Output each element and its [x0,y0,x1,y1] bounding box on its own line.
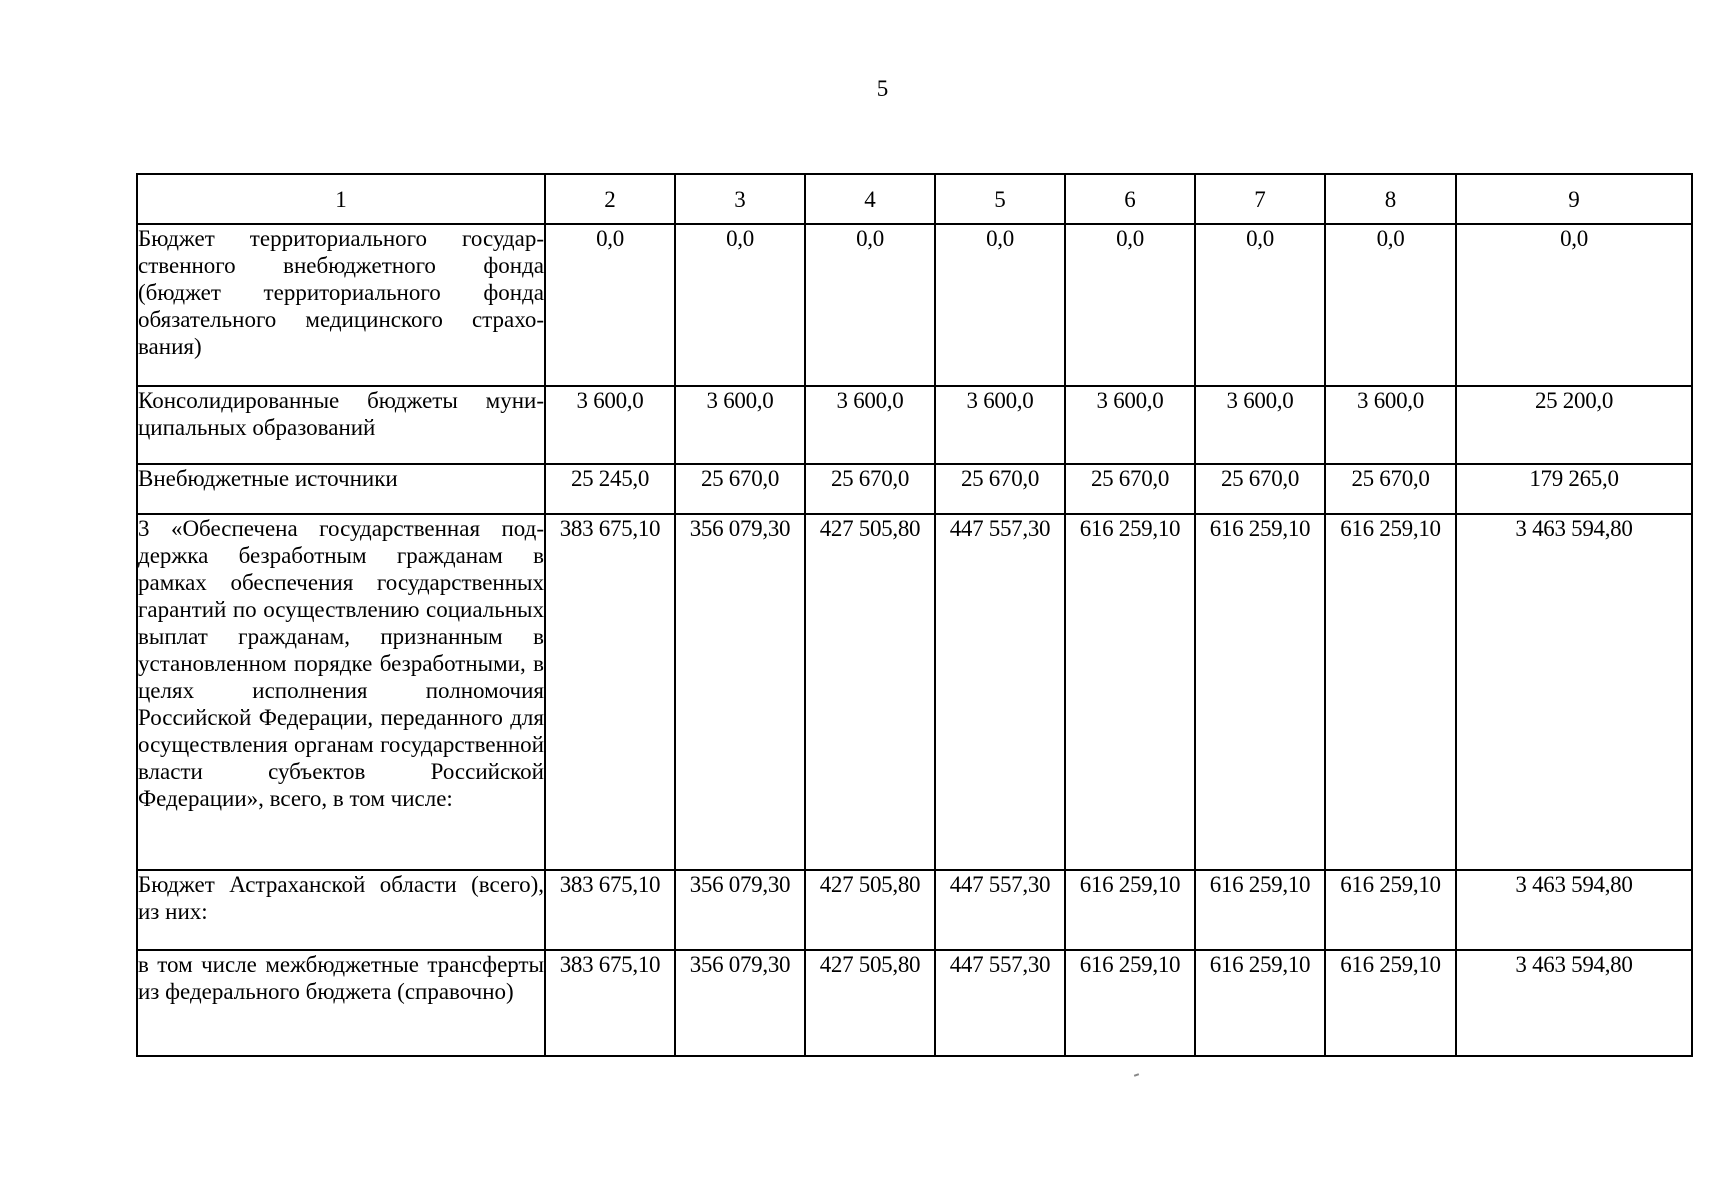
table-cell: 383 675,10 [545,870,675,950]
row-label: Бюджет Астраханской области (всего), из них: [137,870,545,950]
table-cell: 616 259,10 [1325,870,1456,950]
table-cell: 356 079,30 [675,870,805,950]
table-row [137,950,1692,1056]
table-cell: 0,0 [1325,224,1456,386]
column-header: 7 [1195,174,1325,224]
row-label: Бюджет территориального государственного внебюджетного фонда (бюджет территориального фонда обязательного медицинского страхования) [137,224,545,386]
table-cell: 0,0 [935,224,1065,386]
table-row [137,870,1692,950]
table-cell: 25 670,0 [1195,464,1325,514]
table-cell: 3 463 594,80 [1456,870,1692,950]
scan-speck [1134,1073,1139,1077]
column-header: 2 [545,174,675,224]
column-header: 5 [935,174,1065,224]
header-row [137,174,1692,224]
row-label: Внебюджетные источники [137,464,545,514]
table-cell: 3 600,0 [545,386,675,464]
table-row [137,514,1692,870]
table-cell: 3 600,0 [1325,386,1456,464]
table-cell: 356 079,30 [675,950,805,1056]
table-row [137,386,1692,464]
table-cell: 616 259,10 [1325,514,1456,870]
table-row [137,224,1692,386]
row-label: Консолидированные бюджеты муниципальных образований [137,386,545,464]
table-cell: 616 259,10 [1325,950,1456,1056]
table-cell: 0,0 [1195,224,1325,386]
table-cell: 0,0 [545,224,675,386]
table-cell: 25 200,0 [1456,386,1692,464]
column-header: 1 [137,174,545,224]
table-cell: 447 557,30 [935,870,1065,950]
table-cell: 447 557,30 [935,514,1065,870]
column-header: 3 [675,174,805,224]
column-header: 4 [805,174,935,224]
budget-table [136,173,1693,1057]
table-cell: 25 245,0 [545,464,675,514]
column-header: 9 [1456,174,1692,224]
table-cell: 616 259,10 [1065,950,1195,1056]
table-cell: 383 675,10 [545,514,675,870]
table-cell: 0,0 [1065,224,1195,386]
table-cell: 25 670,0 [675,464,805,514]
table-cell: 616 259,10 [1195,870,1325,950]
table-cell: 383 675,10 [545,950,675,1056]
column-header: 6 [1065,174,1195,224]
table-cell: 25 670,0 [1325,464,1456,514]
table-cell: 427 505,80 [805,514,935,870]
table-cell: 0,0 [1456,224,1692,386]
page-number: 5 [876,76,889,101]
table-cell: 0,0 [805,224,935,386]
table-cell: 25 670,0 [805,464,935,514]
table-cell: 3 600,0 [1195,386,1325,464]
column-header: 8 [1325,174,1456,224]
table-cell: 616 259,10 [1065,870,1195,950]
table-cell: 356 079,30 [675,514,805,870]
table-cell: 616 259,10 [1065,514,1195,870]
table-row [137,464,1692,514]
table-cell: 3 600,0 [935,386,1065,464]
table-cell: 0,0 [675,224,805,386]
table-cell: 3 463 594,80 [1456,950,1692,1056]
table-cell: 25 670,0 [1065,464,1195,514]
table-cell: 616 259,10 [1195,514,1325,870]
table-cell: 3 600,0 [675,386,805,464]
table-cell: 3 600,0 [1065,386,1195,464]
table-cell: 447 557,30 [935,950,1065,1056]
table-cell: 3 600,0 [805,386,935,464]
table-cell: 3 463 594,80 [1456,514,1692,870]
table-cell: 427 505,80 [805,870,935,950]
row-label: в том числе межбюджетные трансферты из федерального бюджета (справочно) [137,950,545,1056]
table-cell: 427 505,80 [805,950,935,1056]
table-cell: 179 265,0 [1456,464,1692,514]
table-cell: 616 259,10 [1195,950,1325,1056]
row-label: 3 «Обеспечена государственная поддержка безработным гражданам в рамках обеспечения государственных гарантий по осуществлению социальных выплат гражданам, признанным в установленном порядке безработными, в целях исполнения полномочия Российской Федерации, переданного для осуществления органам государственной власти субъектов Российской Федерации», всего, в том числе: [137,514,545,870]
table-cell: 25 670,0 [935,464,1065,514]
